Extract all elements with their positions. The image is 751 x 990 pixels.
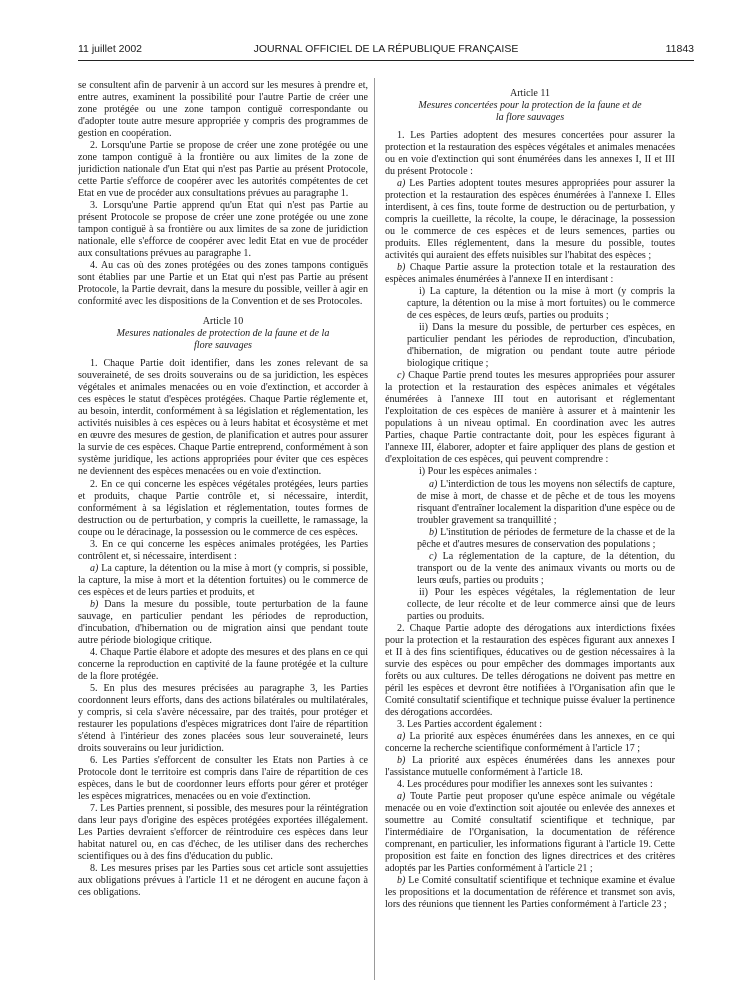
paragraph (385, 791, 675, 875)
item-text: Les Parties adoptent toutes mesures appropriées pour assurer la protection et la restauration des espèces énumérées à l'annexe I. Elles interdisent, à ces fins, toute forme de destruction ou de perturbation, y compris la cueillette, la récolte, la coupe, le déracinage, la possession ou le commerce de ces espèces et de leurs semences, parties ou produits. Elles réglementent, dans la mesure du possible, toutes activités qui auraient des effets nuisibles sur l'habitat des espèces ; (385, 178, 675, 262)
item-text: La réglementation de la capture, de la détention, du transport ou de la vente des animaux vivants ou morts ou de leurs œufs, parties ou produits ; (417, 550, 675, 586)
paragraph: 4. Les procédures pour modifier les annexes sont les suivantes : (397, 778, 653, 790)
paragraph: 6. Les Parties s'efforcent de consulter les Etats non Parties à ce Protocole dont le territoire est compris dans l'aire de répartition de ces espèces, dans le but de coordonner leurs efforts pour gérer et protéger les espèces migratrices, menacées ou en voie d'extinction. (78, 754, 368, 802)
item-text: Toute Partie peut proposer qu'une espèce animale ou végétale menacée ou en voie d'extinction soit ajoutée ou enlevée des annexes et soumettre au Comité consultatif scientifique et technique, par l'intermédiaire de l'Organisation, la documentation de référence comprenant, en particulier, les informations figurant à l'article 19. Cette proposition est faite en fonction des lignes directrices et des critères adoptés par les Parties conformément à l'article 21 ; (385, 790, 675, 874)
item-letter: a) (90, 562, 99, 574)
paragraph (385, 731, 675, 755)
paragraph: ii) Pour les espèces végétales, la réglementation de leur collecte, de leur récolte et de leur commerce ainsi que de leurs parties ou produits. (407, 586, 675, 622)
paragraph: 2. Chaque Partie adopte des dérogations aux interdictions fixées pour la protection et la restauration des espèces figurant aux annexes I et II à des fins scientifiques, éducatives ou de gestion nécessaires à la survie des espèces ou pour empêcher des dommages importants aux forêts ou aux cultures. De telles dérogations ne doivent pas mettre en péril les espèces et devront être notifiées à l'Organisation afin que le Comité consultatif scientifique et technique puisse évaluer la pertinence des dérogations accordées. (385, 622, 675, 718)
paragraph (385, 479, 675, 527)
paragraph: 5. En plus des mesures précisées au paragraphe 3, les Parties coordonnent leurs efforts, dans des actions bilatérales ou multilatérales, y compris, si cela s'avère nécessaire, par des traités, pour protéger et restaurer les populations d'espèces migratrices dont l'aire de répartition s'étend à l'intérieur des zones placées sous leur souveraineté, leurs droits souverains ou leur juridiction. (78, 682, 368, 754)
paragraph: 4. Au cas où des zones protégées ou des zones tampons contiguës sont établies par une Partie et un Etat qui n'est pas Partie au présent Protocole, la Partie devrait, dans la mesure du possible, veiller à agir en conformité avec les dispositions de la Convention et de ses Protocoles. (78, 260, 368, 308)
paragraph: 1. Les Parties adoptent des mesures concertées pour assurer la protection et la restauration des espèces végétales et animales menacées ou en voie d'extinction qui sont énumérées dans les annexes I, II et III du présent Protocole : (385, 130, 675, 178)
paragraph (385, 755, 675, 779)
item-letter: c) (397, 370, 405, 382)
header-rule (78, 60, 694, 61)
item-letter: a) (397, 790, 406, 802)
paragraph: 1. Chaque Partie doit identifier, dans les zones relevant de sa souveraineté, de ses droits souverains ou de sa juridiction, les espèces végétales et animales menacées ou en voie d'extinction, et accorder à ces espèces le statut d'espèces protégées. Chaque Partie réglemente et, au besoin, interdit, conformément à sa législation et réglementation, les activités nuisibles à ces espèces ou à leurs habitat et écosystème et met en œuvre des mesures de gestion, de planification et autres pour assurer la survie de ces espèces. Chaque Partie entreprend, conformément à son système juridique, les actions appropriées pour éviter que ces espèces ne deviennent des espèces menacées ou en voie d'extinction. (78, 358, 368, 478)
paragraph (78, 599, 368, 647)
paragraph (385, 178, 675, 262)
item-letter: c) (429, 550, 437, 562)
column-divider (374, 78, 375, 980)
paragraph: 3. Les Parties accordent également : (397, 718, 543, 730)
paragraph (385, 262, 675, 286)
item-letter: b) (397, 262, 406, 274)
header-journal-title: JOURNAL OFFICIEL DE LA RÉPUBLIQUE FRANÇAISE (253, 43, 519, 55)
article-11-title: Article 11 (509, 88, 551, 99)
item-text: La priorité aux espèces énumérées dans les annexes pour l'assistance mutuelle conformément à l'article 18. (385, 754, 675, 778)
paragraph: i) La capture, la détention ou la mise à mort (y compris la capture, la détention ou la mise à mort fortuites) ou le commerce de ces espèces, de leurs œufs, parties ou produits ; (407, 286, 675, 322)
paragraph (385, 875, 675, 911)
paragraph: se consultent afin de parvenir à un accord sur les mesures à prendre et, entre autres, examinent la possibilité pour l'autre Partie de créer une zone protégée ou une zone tampon contiguë correspondante ou d'adopter toute autre mesure appropriée y compris des programmes de gestion en coopération. (78, 80, 368, 140)
paragraph: 2. En ce qui concerne les espèces végétales protégées, leurs parties et produits, chaque Partie contrôle et, si nécessaire, interdit, conformément à sa législation et réglementation, toutes formes de destruction ou de perturbation, y compris la cueillette, le ramassage, la coupe ou le déracinage, la possession ou le commerce de ces espèces. (78, 478, 368, 538)
paragraph: ii) Dans la mesure du possible, de perturber ces espèces, en particulier pendant les périodes de reproduction, d'incubation, d'hibernation, de migration ou pendant toute autre période biologique critique ; (407, 322, 675, 370)
header-page-number: 11843 (665, 43, 694, 55)
paragraph: 4. Chaque Partie élabore et adopte des mesures et des plans en ce qui concerne la reproduction en captivité de la faune protégée et la culture de la flore protégée. (78, 646, 368, 682)
item-letter: b) (90, 598, 99, 610)
right-column (385, 80, 675, 982)
item-text: Dans la mesure du possible, toute perturbation de la faune sauvage, en particulier pendant les périodes de reproduction, d'incubation, d'hibernation ou de migration ainsi que pendant toute autre période biologique critique. (78, 598, 368, 646)
paragraph (385, 551, 675, 587)
item-letter: b) (397, 754, 406, 766)
article-10-subtitle: Mesures nationales de protection de la faune et de la flore sauvages (116, 328, 330, 352)
item-letter: a) (429, 478, 438, 490)
paragraph: 3. En ce qui concerne les espèces animales protégées, les Parties contrôlent et, si nécessaire, interdisent : (78, 538, 368, 562)
paragraph (385, 370, 675, 466)
paragraph (78, 563, 368, 599)
item-text: Chaque Partie assure la protection totale et la restauration des espèces animales énumérées à l'annexe II en interdisant : (385, 262, 675, 286)
paragraph: 8. Les mesures prises par les Parties sous cet article sont assujetties aux obligations prévues à l'article 11 et ne dérogent en aucune façon à ces obligations. (78, 863, 368, 899)
item-text: La priorité aux espèces énumérées dans les annexes, en ce qui concerne la recherche scientifique conformément à l'article 17 ; (385, 730, 675, 754)
item-text: Le Comité consultatif scientifique et technique examine et évalue les propositions et la documentation de référence et transmet son avis, lors des réunions que tiennent les Parties conformément à l'article 23 ; (385, 875, 675, 911)
paragraph: 2. Lorsqu'une Partie se propose de créer une zone protégée ou une zone tampon contiguë à la frontière ou aux limites de la zone de juridiction nationale d'un Etat qui n'est pas Partie au présent Protocole, cette Partie s'efforce de coopérer avec les autorités compétentes de cet Etat en vue de procéder aux consultations prévues au paragraphe 1. (78, 140, 368, 200)
article-11-subtitle: Mesures concertées pour la protection de la faune et de la flore sauvages (418, 100, 642, 124)
paragraph: 7. Les Parties prennent, si possible, des mesures pour la réintégration dans leur pays d'origine des espèces protégées exportées illégalement. Les Parties devraient s'efforcer de réintroduire ces espèces dans leur habitat naturel ou, en cas d'échec, de les utiliser dans des recherches scientifiques ou à des fins d'éducation du public. (78, 802, 368, 862)
item-text: Chaque Partie prend toutes les mesures appropriées pour assurer la protection et la restauration des espèces animales et végétales énumérées à l'annexe III tout en autorisant et réglementant l'exploitation de ces espèces de manière à assurer et à maintenir les populations à un niveau optimal. En coordination avec les autres Parties, chaque Partie contractante doit, pour les espèces figurant à l'annexe III, élaborer, adopter et faire appliquer des plans de gestion et d'exploitation de ces espèces, qui peuvent comprendre : (385, 370, 675, 466)
item-text: L'institution de périodes de fermeture de la chasse et de la pêche et d'autres mesures de conservation des populations ; (417, 526, 675, 550)
paragraph: 3. Lorsqu'une Partie apprend qu'un Etat qui n'est pas Partie au présent Protocole se propose de créer une zone protégée ou une zone tampon contiguë à sa frontière ou aux limites de sa zone de juridiction nationale, elle s'efforce de coopérer avec ledit Etat en vue de procéder aux consultations prévues au paragraphe 1. (78, 200, 368, 260)
paragraph: i) Pour les espèces animales : (419, 466, 538, 478)
item-letter: a) (397, 730, 406, 742)
item-text: L'interdiction de tous les moyens non sélectifs de capture, de mise à mort, de chasse et de pêche et de tous les moyens risquant d'entraîner localement la disparition d'une espèce ou de troubler gravement sa tranquillité ; (417, 478, 675, 526)
header-date: 11 juillet 2002 (78, 43, 143, 55)
left-column (78, 80, 368, 982)
article-10-title: Article 10 (202, 316, 244, 328)
item-letter: b) (397, 875, 406, 887)
item-letter: a) (397, 178, 406, 190)
paragraph (385, 527, 675, 551)
item-letter: b) (429, 526, 438, 538)
item-text: La capture, la détention ou la mise à mort (y compris, si possible, la capture, la mise à mort et la détention fortuites) ou le commerce de ces espèces et de leurs parties et produits, et (78, 562, 368, 598)
